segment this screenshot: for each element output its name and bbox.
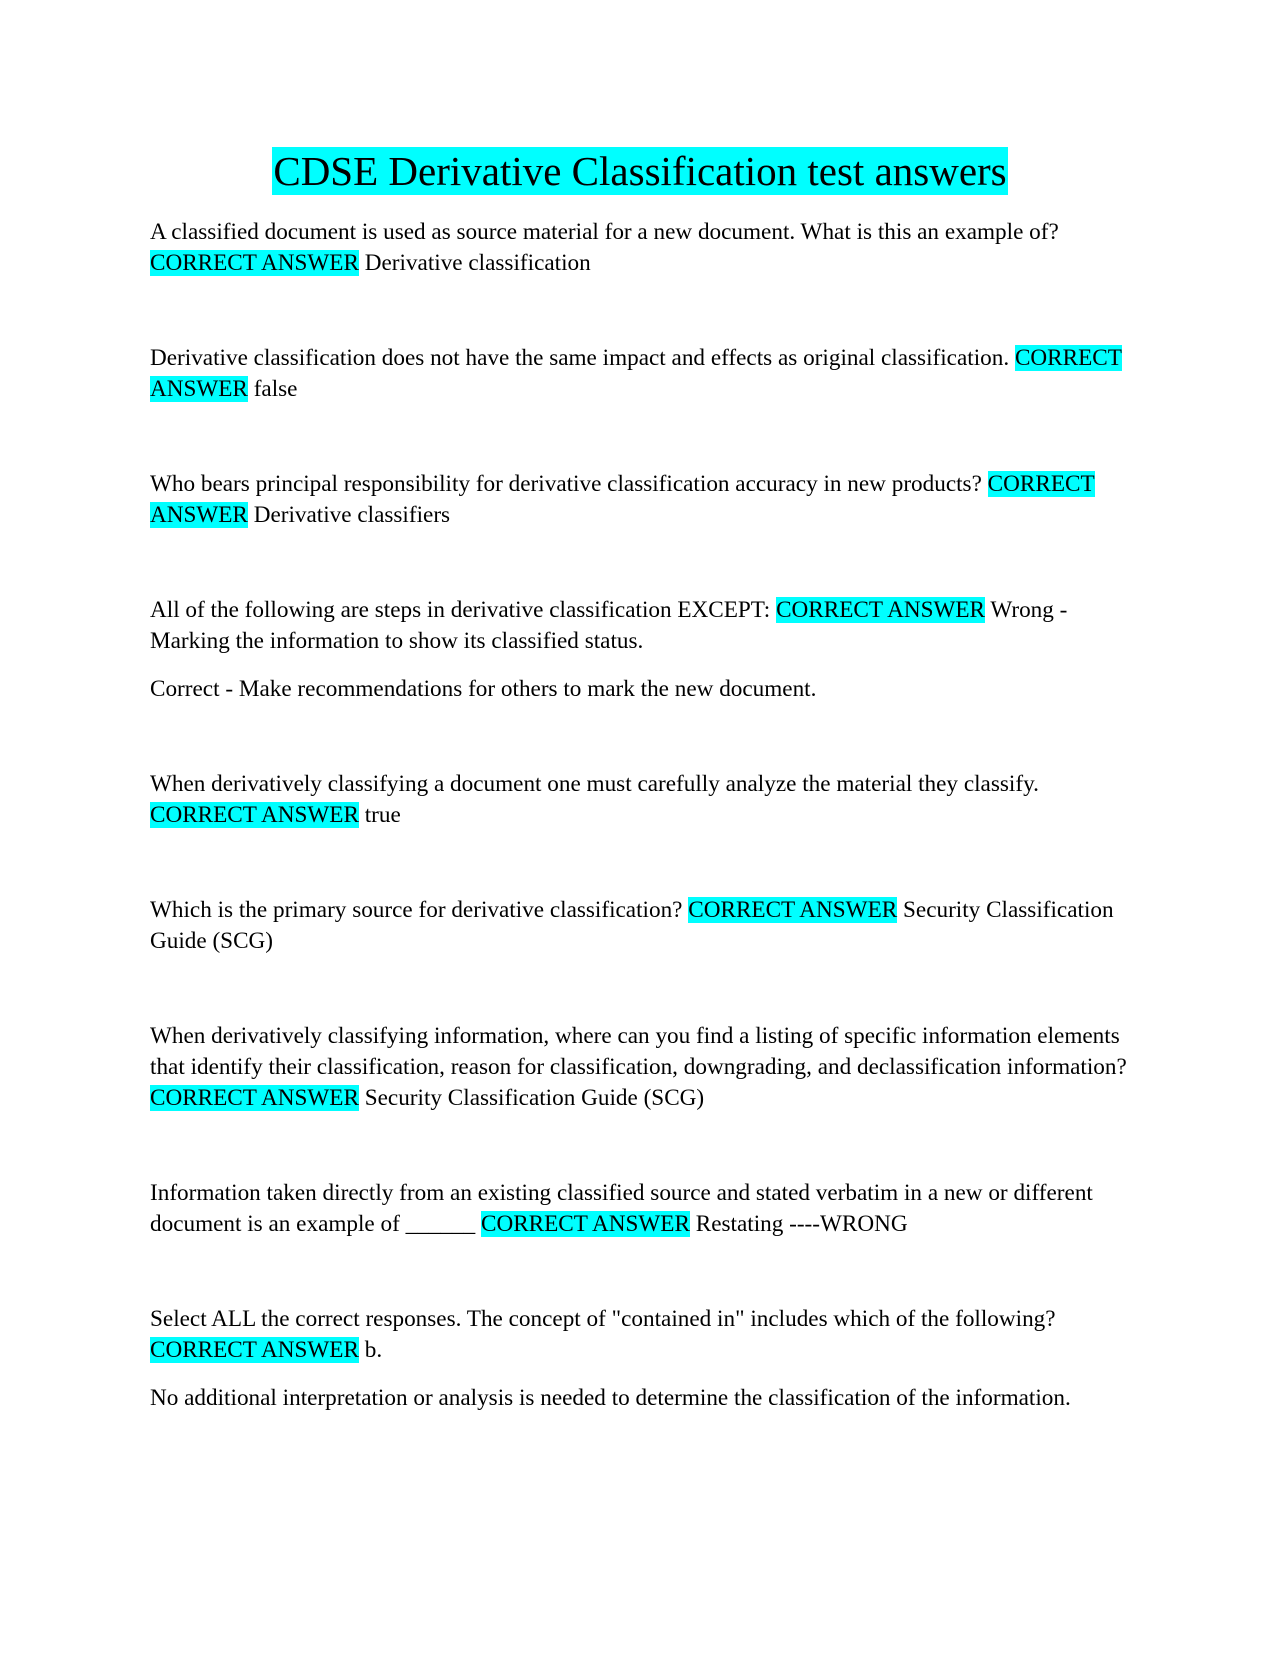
qa-paragraph	[150, 595, 1130, 657]
qa-item-3	[150, 469, 1130, 531]
question-text: Derivative classification does not have the same impact and effects as original classification.	[150, 345, 1010, 371]
qa-item-4	[150, 595, 1130, 705]
answer-text: Derivative classifiers	[253, 502, 451, 528]
spacer	[150, 705, 1130, 769]
qa-item-5	[150, 769, 1130, 831]
spacer	[150, 957, 1130, 1021]
spacer	[150, 831, 1130, 895]
question-text: Who bears principal responsibility for derivative classification accuracy in new products?	[150, 471, 982, 497]
correct-answer-label: CORRECT ANSWER	[150, 345, 1122, 402]
qa-paragraph	[150, 769, 1130, 831]
document-title: CDSE Derivative Classification test answers	[273, 148, 1007, 194]
qa-item-6	[150, 895, 1130, 957]
correct-answer-label: CORRECT ANSWER	[150, 250, 359, 276]
spacer	[150, 1240, 1130, 1304]
question-text: Select ALL the correct responses. The concept of "contained in" includes which of the following?	[150, 1306, 1056, 1332]
correct-answer-label: CORRECT ANSWER	[776, 597, 985, 623]
correct-answer-label: CORRECT ANSWER	[150, 471, 1095, 528]
qa-item-8	[150, 1178, 1130, 1240]
correct-answer-label: CORRECT ANSWER	[481, 1211, 690, 1237]
qa-item-9	[150, 1304, 1130, 1414]
correct-answer-label: CORRECT ANSWER	[150, 1085, 359, 1111]
answer-text: Security Classification Guide (SCG)	[150, 897, 1114, 954]
qa-item-1	[150, 217, 1130, 279]
answer-text: b.	[364, 1337, 383, 1363]
qa-extra-paragraph	[150, 674, 1130, 705]
question-text: A classified document is used as source material for a new document. What is this an example of?	[150, 219, 1059, 245]
answer-text: Wrong - Marking the information to show its classified status.	[150, 597, 1068, 654]
qa-paragraph	[150, 1178, 1130, 1240]
question-text: When derivatively classifying information, where can you find a listing of specific information elements that identify their classification, reason for classification, downgrading, and declassification information?	[150, 1023, 1127, 1080]
qa-paragraph	[150, 1304, 1130, 1366]
spacer	[150, 1114, 1130, 1178]
question-text: Which is the primary source for derivative classification?	[150, 897, 683, 923]
qa-paragraph	[150, 895, 1130, 957]
question-text: All of the following are steps in derivative classification EXCEPT:	[150, 597, 771, 623]
spacer	[150, 531, 1130, 595]
spacer	[150, 279, 1130, 343]
answer-text: Restating ----WRONG	[695, 1211, 908, 1237]
question-text: Information taken directly from an existing classified source and stated verbatim in a new or different document is an example of ______	[150, 1180, 1093, 1237]
correct-answer-label: CORRECT ANSWER	[688, 897, 898, 923]
answer-text: Derivative classification	[364, 250, 591, 276]
extra-text: Correct - Make recommendations for others to mark the new document.	[150, 676, 817, 702]
correct-answer-label: CORRECT ANSWER	[150, 802, 359, 828]
qa-paragraph	[150, 343, 1130, 405]
qa-paragraph	[150, 469, 1130, 531]
title-wrap	[150, 147, 1130, 195]
qa-item-7	[150, 1021, 1130, 1114]
answer-text: true	[364, 802, 401, 828]
answer-text: false	[253, 376, 298, 402]
qa-paragraph	[150, 1021, 1130, 1114]
qa-extra-paragraph	[150, 1383, 1130, 1414]
qa-paragraph	[150, 217, 1130, 279]
spacer	[150, 405, 1130, 469]
qa-item-2	[150, 343, 1130, 405]
answer-text: Security Classification Guide (SCG)	[364, 1085, 705, 1111]
extra-text: No additional interpretation or analysis is needed to determine the classification of the information.	[150, 1385, 1071, 1411]
question-text: When derivatively classifying a document one must carefully analyze the material they classify.	[150, 771, 1039, 797]
correct-answer-label: CORRECT ANSWER	[150, 1337, 359, 1363]
